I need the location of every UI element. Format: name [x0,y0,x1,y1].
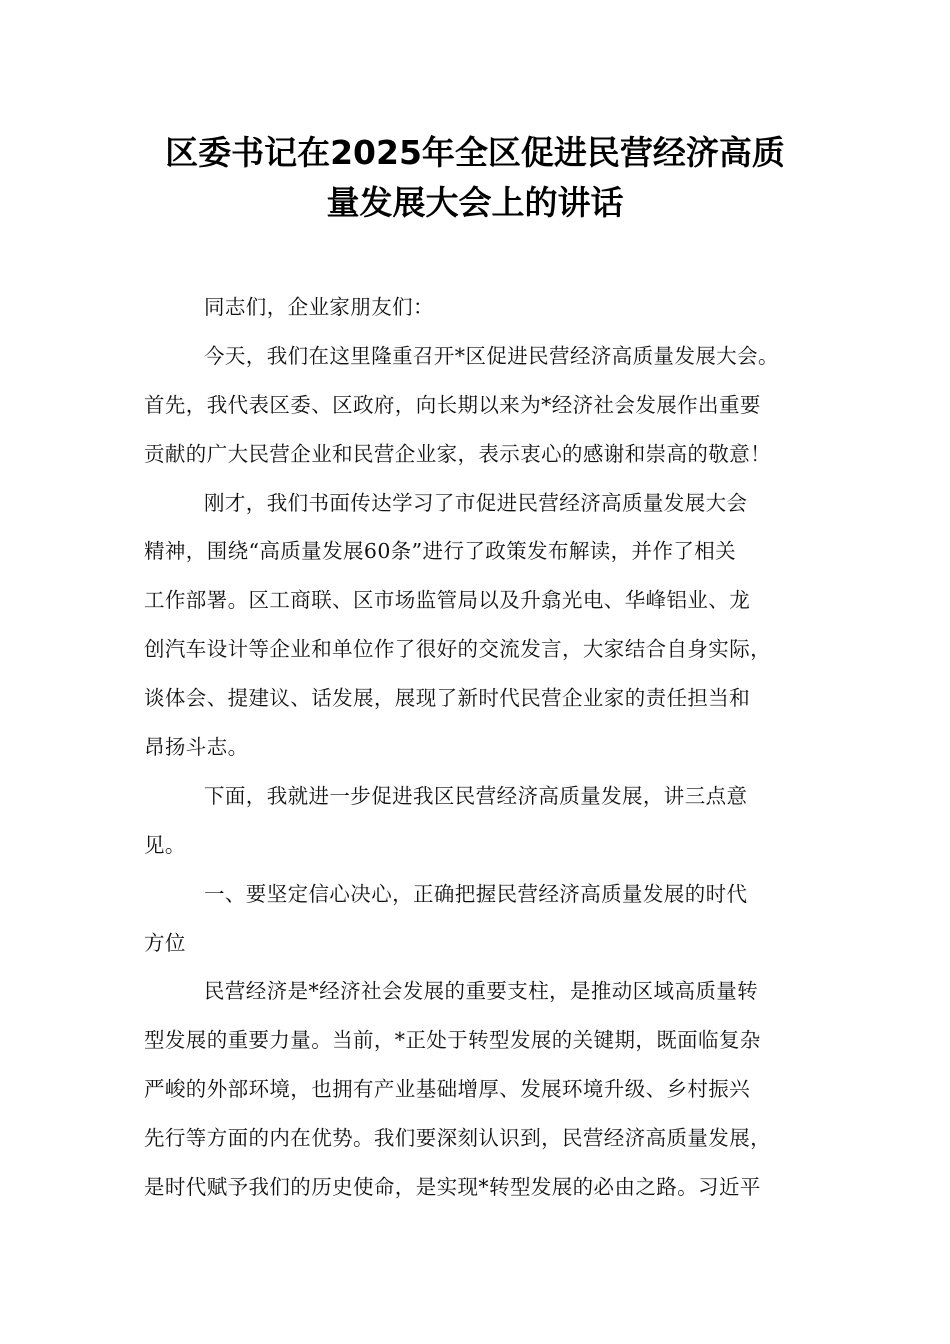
paragraph-1-line-3: 贡献的广大民营企业和民营企业家，表示衷心的感谢和崇高的敬意！ [144,441,771,466]
document-body [144,283,824,1212]
salutation: 同志们，企业家朋友们： [204,295,434,319]
paragraph-3-line-2: 见。 [144,832,186,857]
section-heading-1-line-2: 方位 [144,930,186,955]
paragraph-4-line-4: 先行等方面的内在优势。我们要深刻认识到，民营经济高质量发展， [144,1126,771,1151]
paragraph-4-line-3: 严峻的外部环境，也拥有产业基础增厚、发展环境升级、乡村振兴 [144,1077,751,1102]
paragraph-4-line-1: 民营经济是*经济社会发展的重要支柱，是推动区域高质量转 [204,979,759,1004]
paragraph-2-line-5: 谈体会、提建议、话发展，展现了新时代民营企业家的责任担当和 [144,686,751,711]
paragraph-2-line-6: 昂扬斗志。 [144,735,249,760]
paragraph-1-line-2: 首先，我代表区委、区政府，向长期以来为*经济社会发展作出重要 [144,392,761,417]
section-heading-1-line-1: 一、要坚定信心决心，正确把握民营经济高质量发展的时代 [204,881,748,906]
title-line-1: 区委书记在2025年全区促进民营经济高质 [165,133,785,172]
paragraph-4-line-2: 型发展的重要力量。当前，*正处于转型发展的关键期，既面临复杂 [144,1028,761,1053]
paragraph-2-line-3: 工作部署。区工商联、区市场监管局以及升翕光电、华峰铝业、龙 [144,588,751,613]
paragraph-2-line-2: 精神，围绕“高质量发展60条”进行了政策发布解读，并作了相关 [144,539,737,564]
paragraph-4-line-5: 是时代赋予我们的历史使命，是实现*转型发展的必由之路。习近平 [144,1175,761,1200]
paragraph-2-line-1: 刚才，我们书面传达学习了市促进民营经济高质量发展大会 [204,490,748,515]
paragraph-2-line-4: 创汽车设计等企业和单位作了很好的交流发言，大家结合自身实际， [144,637,771,662]
document-title [80,128,870,228]
paragraph-1-line-1: 今天，我们在这里隆重召开*区促进民营经济高质量发展大会。 [204,343,779,368]
paragraph-3-line-1: 下面，我就进一步促进我区民营经济高质量发展，讲三点意 [204,783,748,808]
title-line-2: 量发展大会上的讲话 [326,183,624,222]
